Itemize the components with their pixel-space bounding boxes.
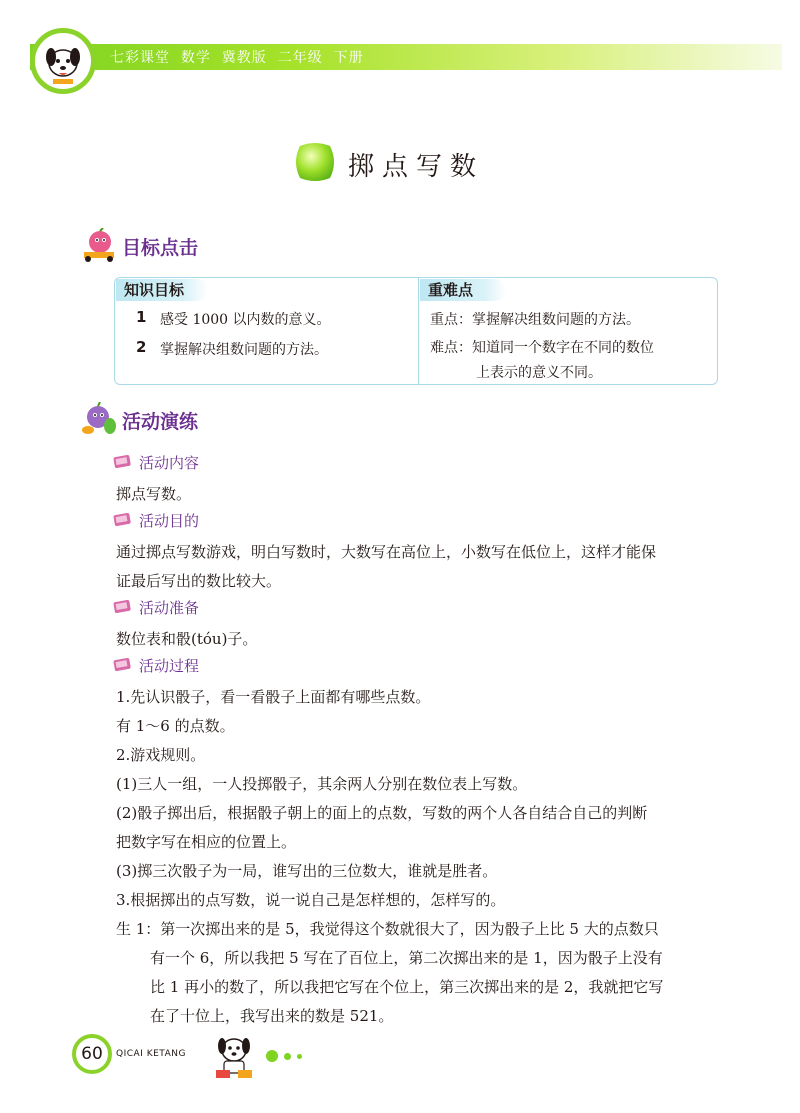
process-line: 在了十位上，我写出来的数是 521。: [150, 1007, 394, 1025]
process-line: 生 1：第一次掷出来的是 5，我觉得这个数就很大了，因为骰子上比 5 大的点数只: [116, 920, 659, 938]
green-blob-icon: [292, 140, 338, 184]
process-line: (2)骰子掷出后，根据骰子朝上的面上的点数，写数的两个人各自结合自己的判断: [116, 804, 648, 822]
fruit-mascot-icon: [78, 402, 118, 436]
process-line: 2.游戏规则。: [116, 746, 206, 764]
section-title-goals: 目标点击: [122, 237, 199, 259]
process-line: 比 1 再小的数了，所以我把它写在个位上，第三次掷出来的是 2，我就把它写: [150, 978, 664, 996]
difficult-point-text-cont: 上表示的意义不同。: [476, 365, 602, 381]
difficult-point-text: 难点：知道同一个数字在不同的数位: [430, 340, 654, 356]
pencil-box-icon: [112, 656, 134, 672]
header-series-text: 七彩课堂 数学 冀教版 二年级 下册: [110, 50, 364, 66]
process-line: 有 1～6 的点数。: [116, 717, 235, 735]
process-line: 有一个 6，所以我把 5 写在了百位上，第二次掷出来的是 1，因为骰子上没有: [150, 949, 663, 967]
activity-prep-heading: 活动准备: [139, 599, 200, 617]
footer-brand-text: QICAI KETANG: [116, 1049, 186, 1059]
process-line: 1.先认识骰子，看一看骰子上面都有哪些点数。: [116, 688, 431, 706]
decor-dot: [266, 1050, 278, 1062]
pencil-box-icon: [112, 598, 134, 614]
activity-content-heading: 活动内容: [139, 454, 200, 472]
goal-item-number: 2: [136, 338, 147, 356]
fruit-mascot-icon: [78, 228, 118, 262]
decor-dot: [284, 1053, 291, 1060]
activity-purpose-text-cont: 证最后写出的数比较大。: [116, 572, 282, 590]
decor-dot: [297, 1054, 302, 1059]
goal-item-text: 感受 1000 以内数的意义。: [160, 312, 331, 328]
section-title-activity: 活动演练: [122, 411, 199, 433]
activity-content-text: 掷点写数。: [116, 485, 192, 503]
activity-purpose-text: 通过掷点写数游戏，明白写数时，大数写在高位上，小数写在低位上，这样才能保: [116, 543, 657, 561]
process-line: (3)掷三次骰子为一局，谁写出的三位数大，谁就是胜者。: [116, 862, 498, 880]
goal-item-text: 掌握解决组数问题的方法。: [160, 342, 328, 358]
dog-mascot-icon: [30, 28, 96, 94]
goal-box-divider: [418, 277, 419, 385]
goal-item-number: 1: [136, 308, 147, 326]
pencil-box-icon: [112, 453, 134, 469]
activity-prep-text: 数位表和骰(tóu)子。: [116, 630, 258, 648]
activity-purpose-heading: 活动目的: [139, 512, 200, 530]
knowledge-goal-tab: 知识目标: [116, 279, 208, 301]
activity-process-heading: 活动过程: [139, 657, 200, 675]
process-line: (1)三人一组，一人投掷骰子，其余两人分别在数位表上写数。: [116, 775, 528, 793]
page-number: 60: [81, 1044, 103, 1064]
pencil-box-icon: [112, 511, 134, 527]
dog-mascot-icon: [208, 1030, 260, 1084]
process-line: 把数字写在相应的位置上。: [116, 833, 297, 851]
difficulty-tab: 重难点: [420, 279, 506, 301]
key-point-text: 重点：掌握解决组数问题的方法。: [430, 312, 640, 328]
page-title: 掷点写数: [348, 152, 485, 182]
process-line: 3.根据掷出的点写数，说一说自己是怎样想的，怎样写的。: [116, 891, 506, 909]
